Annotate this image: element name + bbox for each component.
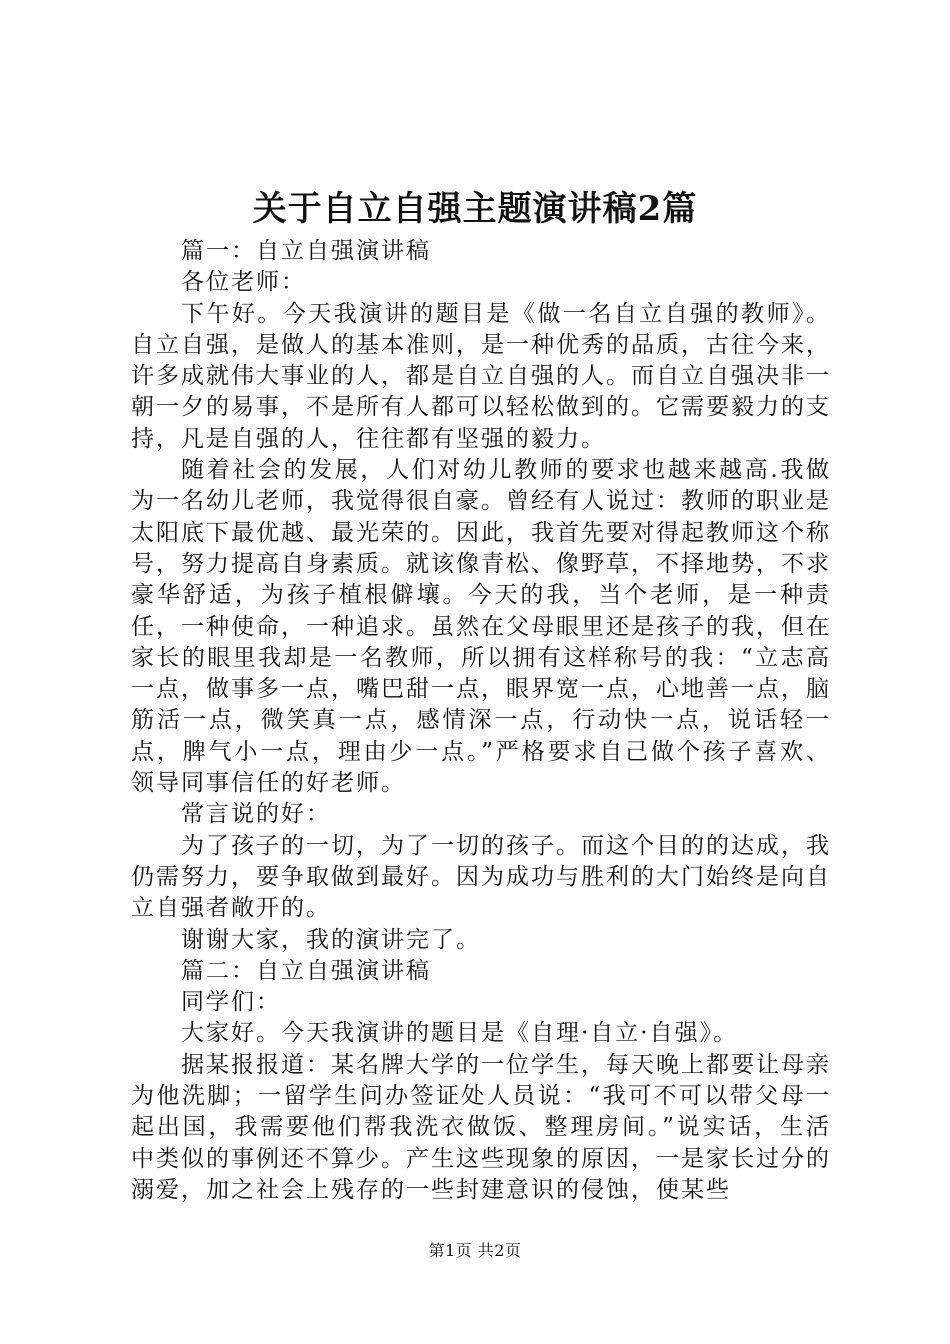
body-paragraph: 为了孩子的一切，为了一切的孩子。而这个目的的达成，我仍需努力，要争取做到最好。因为成功与胜利的大门始终是向自立自强者敞开的。 xyxy=(131,832,831,922)
section-heading: 篇二：自立自强演讲稿 xyxy=(181,957,431,984)
body-paragraph: 随着社会的发展，人们对幼儿教师的要求也越来越高.我做为一名幼儿老师，我觉得很自豪。曾经有人说过：教师的职业是太阳底下最优越、最光荣的。因此，我首先要对得起教师这个称号，努力提高自身素质。就该像青松、像野草，不择地势，不求豪华舒适，为孩子植根僻壤。今天的我，当个老师，是一种责任，一种使命，一种追求。虽然在父母眼里还是孩子的我，但在家长的眼里我却是一名教师，所以拥有这样称号的我：“立志高一点，做事多一点，嘴巴甜一点，眼界宽一点，心地善一点，脑筋活一点，微笑真一点，感情深一点，行动快一点，说话轻一点，脾气小一点，理由少一点。”严格要求自己做个孩子喜欢、领导同事信任的好老师。 xyxy=(131,457,831,797)
body-paragraph: 大家好。今天我演讲的题目是《自理·自立·自强》。 xyxy=(181,1020,739,1047)
body-paragraph: 下午好。今天我演讲的题目是《做一名自立自强的教师》。自立自强，是做人的基本准则，是一种优秀的品质，古往今来，许多成就伟大事业的人，都是自立自强的人。而自立自强决非一朝一夕的易事，不是所有人都可以轻松做到的。它需要毅力的支持，凡是自强的人，往往都有坚强的毅力。 xyxy=(131,300,831,452)
section-heading: 篇一：自立自强演讲稿 xyxy=(181,238,431,264)
document-body xyxy=(131,236,831,1206)
body-paragraph: 常言说的好： xyxy=(181,801,331,828)
salutation: 同学们： xyxy=(181,989,281,1016)
body-paragraph: 据某报报道：某名牌大学的一位学生，每天晚上都要让母亲为他洗脚；一留学生问办签证处人员说：“我可不可以带父母一起出国，我需要他们帮我洗衣做饭、整理房间。”说实话，生活中类似的事例还不算少。产生这些现象的原因，一是家长过分的溺爱，加之社会上残存的一些封建意识的侵蚀，使某些 xyxy=(131,1051,831,1203)
salutation: 各位老师： xyxy=(181,269,306,296)
document-title: 关于自立自强主题演讲稿2篇 xyxy=(252,189,698,229)
page-number-footer: 第1页 共2页 xyxy=(428,1241,522,1260)
body-paragraph: 谢谢大家，我的演讲完了。 xyxy=(181,926,481,953)
